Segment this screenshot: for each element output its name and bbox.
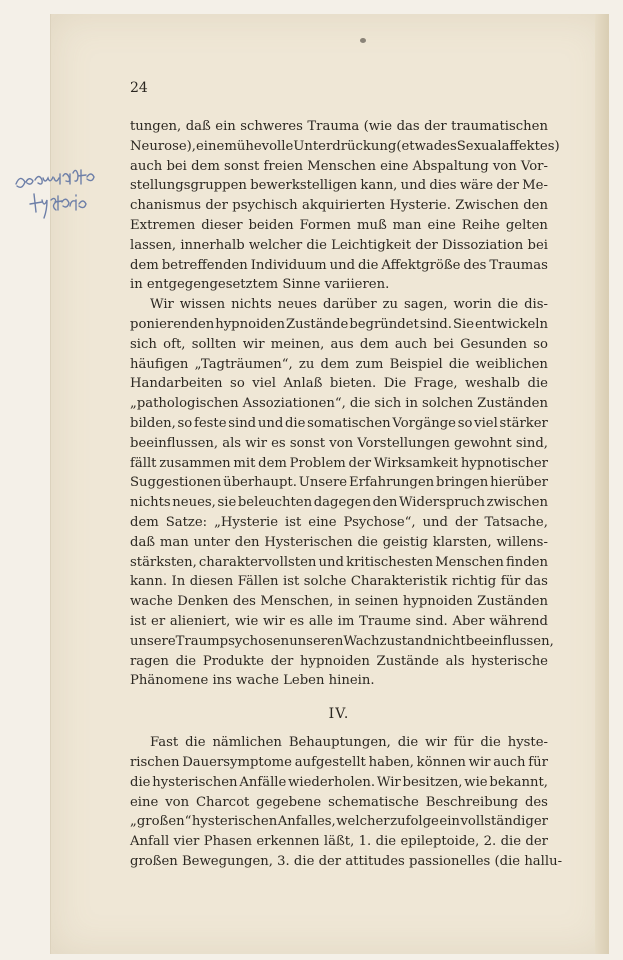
text-line: dem betreffenden Individuum und die Affektgröße des Traumas — [130, 257, 548, 273]
text-line: Phänomene ins wache Leben hinein. — [130, 673, 375, 689]
text-line: fällt zusammen mit dem Problem der Wirksamkeit hypnotischer — [130, 455, 548, 471]
text-line: Handarbeiten so viel Anlaß bieten. Die Frage, weshalb die — [130, 376, 548, 392]
text-line: unsere Traumpsychosen unseren Wachzustand nicht beeinflussen, — [130, 633, 554, 649]
text-line: stärksten, charaktervollsten und kritischesten Menschen finden — [130, 554, 548, 570]
text-line: chanismus der psychisch akquirierten Hysterie. Zwischen den — [130, 198, 548, 214]
text-line: dem Satze: „Hysterie ist eine Psychose“, und der Tatsache, — [130, 514, 548, 530]
paragraph — [130, 295, 554, 691]
text-line: kann. In diesen Fällen ist solche Charakteristik richtig für das — [130, 574, 548, 590]
text-line: in entgegengesetztem Sinne variieren. — [130, 277, 390, 293]
text-line: „pathologischen Assoziationen“, die sich in solchen Zuständen — [130, 396, 548, 412]
text-line: Extremen dieser beiden Formen muß man eine Reihe gelten — [130, 217, 548, 233]
text-line: Suggestionen überhaupt. Unsere Erfahrungen bringen hierüber — [130, 475, 548, 491]
text-line: rischen Dauersymptome aufgestellt haben, können wir auch für — [130, 754, 548, 770]
text-line: Anfall vier Phasen erkennen läßt, 1. die epileptoide, 2. die der — [130, 834, 548, 850]
text-line: Neurose), eine mühevolle Unterdrückung (etwa des Sexualaffektes) — [130, 138, 560, 154]
text-line: ist er alieniert, wie wir es alle im Traume sind. Aber während — [130, 613, 548, 629]
text-line: häufigen „Tagträumen“, zu dem zum Beispiel die weiblichen — [130, 356, 548, 372]
text-line: auch bei dem sonst freien Menschen eine Abspaltung von Vor- — [130, 158, 548, 174]
text-line: die hysterischen Anfälle wiederholen. Wir besitzen, wie bekannt, — [130, 774, 548, 790]
paragraph — [130, 733, 563, 872]
page-number: 24 — [130, 80, 148, 96]
text-line: stellungsgruppen bewerkstelligen kann, und dies wäre der Me- — [130, 178, 548, 194]
text-line: daß man unter den Hysterischen die geistig klarsten, willens- — [130, 534, 548, 550]
text-line: lassen, innerhalb welcher die Leichtigkeit der Dissoziation bei — [130, 237, 548, 253]
text-line: tungen, daß ein schweres Trauma (wie das der traumatischen — [130, 119, 548, 134]
text-line: nichts neues, sie beleuchten dagegen den Widerspruch zwischen — [130, 495, 548, 511]
handwritten-margin-note — [2, 160, 122, 230]
text-line: sich oft, sollten wir meinen, aus dem auch bei Gesunden so — [130, 336, 548, 352]
page-edge — [595, 14, 609, 954]
text-line: großen Bewegungen, 3. die der attitudes passionelles (die hallu- — [130, 853, 563, 869]
body-text — [130, 117, 563, 872]
text-line: bilden, so feste sind und die somatischen Vorgänge so viel stärker — [130, 415, 548, 431]
ink-spot — [360, 38, 366, 43]
paragraph — [130, 117, 560, 295]
text-line: ragen die Produkte der hypnoiden Zustände als hysterische — [130, 653, 548, 669]
text-line: wache Denken des Menschen, in seinen hypnoiden Zuständen — [130, 594, 548, 610]
text-line: ponierenden hypnoiden Zustände begründet sind. Sie entwickeln — [130, 316, 548, 332]
text-line: Wir wissen nichts neues darüber zu sagen, worin die dis- — [150, 297, 548, 313]
text-line: beeinflussen, als wir es sonst von Vorstellungen gewohnt sind, — [130, 435, 548, 451]
text-line: Fast die nämlichen Behauptungen, die wir für die hyste- — [150, 735, 548, 751]
text-line: eine von Charcot gegebene schematische Beschreibung des — [130, 794, 548, 810]
section-heading: IV. — [328, 706, 350, 723]
text-line: „großen“ hysterischen Anfalles, welcher zufolge ein vollständiger — [130, 814, 548, 830]
